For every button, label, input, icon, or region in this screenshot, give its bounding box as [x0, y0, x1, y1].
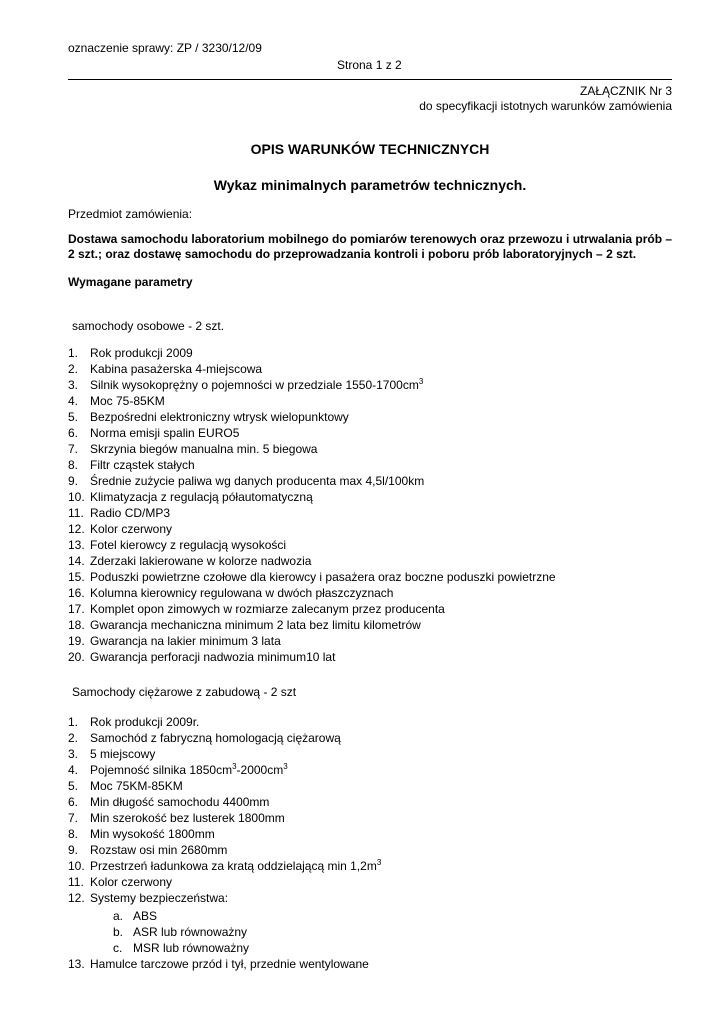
params-heading: Wymagane parametry — [68, 275, 193, 289]
list-item-text — [90, 425, 239, 441]
list-item-text-part: Pojemność silnika 1850cm — [90, 763, 233, 777]
superscript: 3 — [283, 762, 288, 771]
list-item-text — [90, 649, 335, 665]
list-item-text — [90, 746, 155, 762]
subject-text: Dostawa samochodu laboratorium mobilnego do pomiarów terenowych oraz przewozu i utrwalania prób – 2 szt.; oraz dostawę samochodu do przeprowadzania kontroli i poboru prób laboratoryjnych – 2 szt. — [68, 232, 673, 261]
list-item-text-part: Gwarancja na lakier minimum 3 lata — [90, 634, 281, 648]
list-item-text-part: Kolumna kierownicy regulowana w dwóch płaszczyznach — [90, 586, 394, 600]
list-item-number: 7. — [68, 811, 79, 825]
list-item-text — [90, 553, 311, 569]
list-item-text-part: Kolor czerwony — [90, 522, 173, 536]
list-item-text — [90, 473, 424, 489]
list-item-number: 8. — [68, 827, 79, 841]
list-item-text — [90, 810, 285, 826]
list-item-number: 2. — [68, 362, 79, 376]
list-item-number: 6. — [68, 795, 79, 809]
list-item-number: a. — [113, 909, 124, 923]
list-item-number: 5. — [68, 779, 79, 793]
list-item-number: 11. — [68, 506, 84, 520]
header-divider — [68, 79, 672, 80]
list-item-text-part: Moc 75KM-85KM — [90, 779, 183, 793]
list-item-text — [90, 714, 199, 730]
superscript: 3 — [418, 377, 424, 386]
list-item-text-part: Systemy bezpieczeństwa: — [90, 891, 229, 905]
list-item-text — [90, 505, 170, 521]
list-item-number: 3. — [68, 378, 79, 392]
list-item-text — [90, 537, 286, 553]
list-item-text — [90, 617, 421, 633]
list-item-number: 8. — [68, 458, 79, 472]
list-item-text-part: Komplet opon zimowych w rozmiarze zalecanym przez producenta — [90, 602, 445, 616]
superscript: 3 — [376, 858, 382, 867]
list-item-number: 12. — [68, 522, 85, 536]
list-item-text — [90, 826, 215, 842]
list-item-text — [90, 457, 195, 473]
list-item-number: 7. — [68, 442, 79, 456]
list-item-text — [90, 441, 317, 457]
section2-heading: Samochody ciężarowe z zabudową - 2 szt — [72, 685, 297, 699]
page-number: Strona 1 z 2 — [337, 58, 402, 72]
annex-description: do specyfikacji istotnych warunków zamówienia — [419, 99, 672, 113]
list-item-number: 12. — [68, 891, 85, 905]
list-item-text — [90, 377, 423, 393]
list-item-number: 13. — [68, 538, 85, 552]
list-item-text — [90, 489, 313, 505]
list-item-text-part: Min wysokość 1800mm — [90, 827, 215, 841]
list-item-text — [133, 940, 249, 956]
list-item-number: 19. — [68, 634, 85, 648]
list-item-number: 4. — [68, 394, 79, 408]
list-item-text — [90, 345, 193, 361]
list-item-text-part: Filtr cząstek stałych — [90, 458, 195, 472]
list-item-number: 1. — [68, 715, 79, 729]
list-item-text-part: Skrzynia biegów manualna min. 5 biegowa — [90, 442, 318, 456]
list-item-text-part: Min szerokość bez lusterek 1800mm — [90, 811, 285, 825]
list-item-text-part: Poduszki powietrzne czołowe dla kierowcy i pasażera oraz boczne poduszki powietrzne — [90, 570, 556, 584]
list-item-text-part: Radio CD/MP3 — [90, 506, 171, 520]
list-item-text — [90, 956, 369, 972]
list-item-number: 5. — [68, 410, 79, 424]
section1-heading: samochody osobowe - 2 szt. — [72, 319, 225, 333]
list-item-text — [90, 762, 288, 778]
list-item-number: 16. — [68, 586, 85, 600]
annex-number: ZAŁĄCZNIK Nr 3 — [579, 84, 672, 98]
list-item-number: 9. — [68, 474, 79, 488]
list-item-number: c. — [113, 941, 123, 955]
list-item-text — [90, 730, 341, 746]
list-item-text — [90, 858, 381, 874]
list-item-number: 10. — [68, 490, 85, 504]
list-item-text-part: Zderzaki lakierowane w kolorze nadwozia — [90, 554, 312, 568]
list-item-text-part: Rozstaw osi min 2680mm — [90, 843, 228, 857]
case-reference: oznaczenie sprawy: ZP / 3230/12/09 — [68, 41, 262, 55]
list-item-text-part: Przestrzeń ładunkowa za kratą oddzielającą min 1,2m — [90, 859, 377, 873]
list-item-text — [90, 409, 349, 425]
list-item-number: 15. — [68, 570, 85, 584]
list-item-text-part: Klimatyzacja z regulacją półautomatyczną — [90, 490, 313, 504]
list-item-text-part: Samochód z fabryczną homologacją ciężarową — [90, 731, 341, 745]
list-item-number: 6. — [68, 426, 79, 440]
list-item-text — [90, 874, 172, 890]
list-item-text-part: Moc 75-85KM — [90, 394, 165, 408]
list-item-text-part: ASR lub równoważny — [133, 925, 248, 939]
list-item-text-part: Gwarancja perforacji nadwozia minimum10 lat — [90, 650, 336, 664]
list-item-text-part: 5 miejscowy — [90, 747, 156, 761]
superscript: 3 — [232, 762, 237, 771]
list-item-number: 14. — [68, 554, 85, 568]
list-item-text — [90, 569, 556, 585]
list-item-text — [133, 908, 157, 924]
document-subtitle: Wykaz minimalnych parametrów technicznych. — [213, 177, 527, 193]
list-item-number: 3. — [68, 747, 79, 761]
list-item-number: 1. — [68, 346, 79, 360]
list-item-number: 13. — [68, 957, 85, 971]
list-item-text-part: Kabina pasażerska 4-miejscowa — [90, 362, 263, 376]
list-item-text-part: Bezpośredni elektroniczny wtrysk wielopunktowy — [90, 410, 349, 424]
list-item-text-part: Hamulce tarczowe przód i tył, przednie wentylowane — [90, 957, 369, 971]
list-item-text — [90, 521, 172, 537]
list-item-number: 10. — [68, 859, 85, 873]
list-item-number: 2. — [68, 731, 79, 745]
list-item-number: 17. — [68, 602, 85, 616]
list-item-text-part: Fotel kierowcy z regulacją wysokości — [90, 538, 287, 552]
list-item-number: 18. — [68, 618, 85, 632]
list-item-number: 20. — [68, 650, 85, 664]
list-item-text-part: Rok produkcji 2009 — [90, 346, 193, 360]
list-item-number: 11. — [68, 875, 84, 889]
list-item-text — [90, 601, 445, 617]
list-item-text-part: Średnie zużycie paliwa wg danych producenta max 4,5l/100km — [90, 474, 425, 488]
list-item-text — [90, 890, 228, 906]
list-item-text-part: Silnik wysokoprężny o pojemności w przedziale 1550-1700cm — [90, 378, 419, 392]
list-item-text — [90, 361, 262, 377]
list-item-text-part: MSR lub równoważny — [133, 941, 250, 955]
list-item-text-part: Min długość samochodu 4400mm — [90, 795, 270, 809]
list-item-text-part: Kolor czerwony — [90, 875, 173, 889]
annex-block — [419, 84, 672, 114]
document-title: OPIS WARUNKÓW TECHNICZNYCH — [250, 141, 490, 157]
list-item-text-part: Gwarancja mechaniczna minimum 2 lata bez limitu kilometrów — [90, 618, 421, 632]
list-item-text-part: Rok produkcji 2009r. — [90, 715, 200, 729]
list-item-text — [133, 924, 247, 940]
list-item-text-part: ABS — [133, 909, 158, 923]
list-item-text — [90, 778, 183, 794]
list-item-text — [90, 393, 165, 409]
list-item-number: b. — [113, 925, 124, 939]
list-item-text-part: -2000cm — [236, 763, 284, 777]
list-item-number: 4. — [68, 763, 79, 777]
subject-label: Przedmiot zamówienia: — [68, 207, 193, 221]
list-item-text — [90, 842, 227, 858]
list-item-text-part: Norma emisji spalin EURO5 — [90, 426, 240, 440]
list-item-number: 9. — [68, 843, 79, 857]
list-item-text — [90, 633, 281, 649]
list-item-text — [90, 794, 269, 810]
list-item-text — [90, 585, 393, 601]
